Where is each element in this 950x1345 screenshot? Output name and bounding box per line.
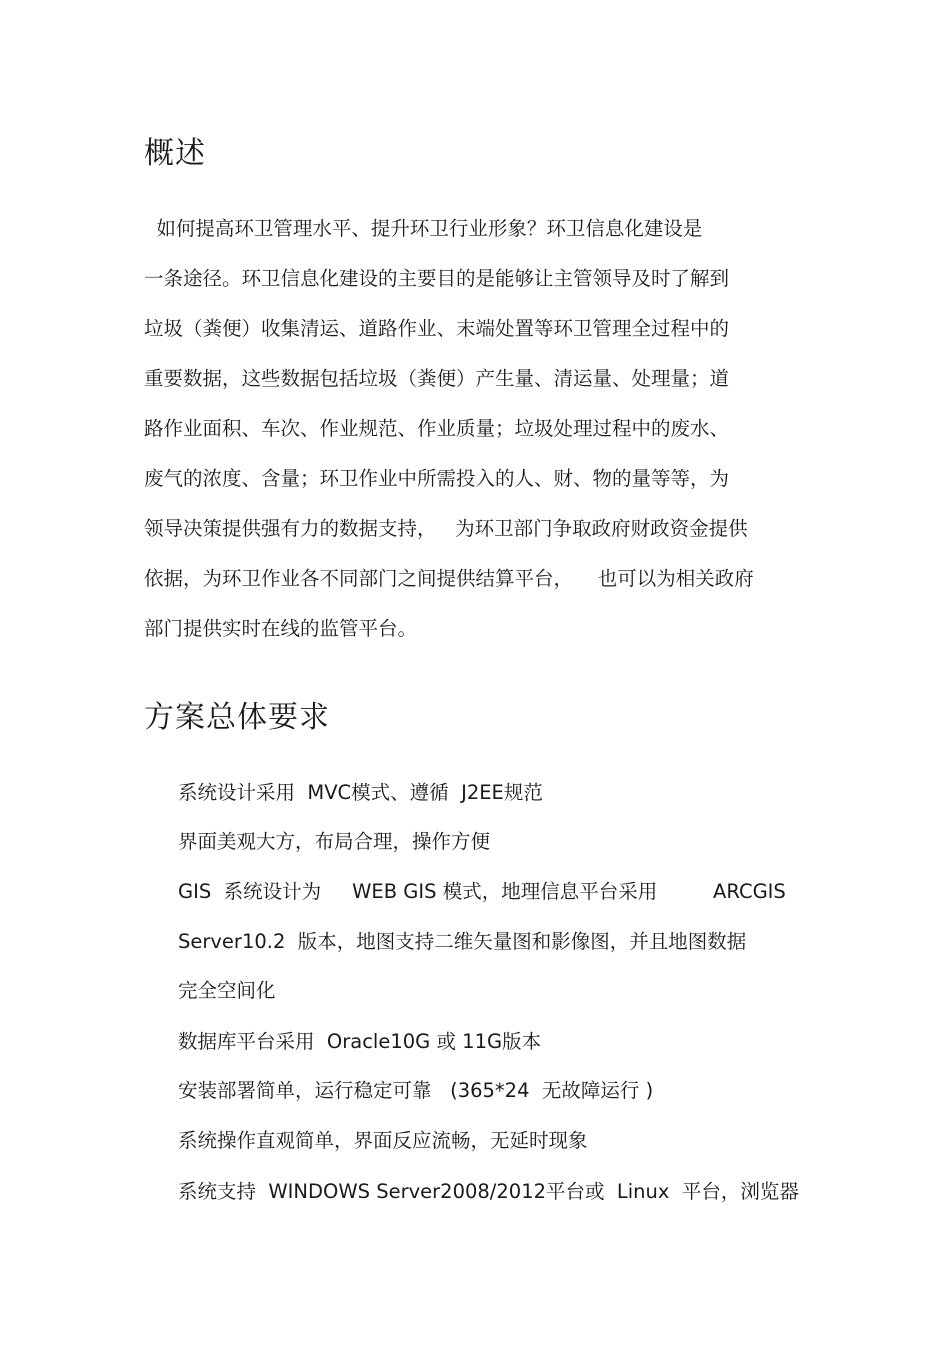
- paragraph-line: 重要数据，这些数据包括垃圾（粪便）产生量、清运量、处理量；道: [144, 367, 730, 390]
- paragraph-line: 部门提供实时在线的监管平台。: [144, 617, 418, 640]
- requirement-item: 界面美观大方，布局合理，操作方便: [178, 830, 491, 853]
- paragraph-line: 废气的浓度、含量；环卫作业中所需投入的人、财、物的量等等，为: [144, 467, 730, 490]
- requirement-item: 系统支持 WINDOWS Server2008/2012平台或 Linux 平台，浏览器: [178, 1180, 799, 1203]
- paragraph-line: 如何提高环卫管理水平、提升环卫行业形象？环卫信息化建设是: [144, 217, 703, 240]
- paragraph-line: 路作业面积、车次、作业规范、作业质量；垃圾处理过程中的废水、: [144, 417, 730, 440]
- requirement-item: 系统操作直观简单，界面反应流畅，无延时现象: [178, 1129, 588, 1152]
- requirement-item: 完全空间化: [178, 979, 276, 1002]
- requirement-item: GIS 系统设计为 WEB GIS 模式，地理信息平台采用 ARCGIS: [178, 880, 786, 903]
- paragraph-line: 一条途径。环卫信息化建设的主要目的是能够让主管领导及时了解到: [144, 267, 730, 290]
- paragraph-line: 垃圾（粪便）收集清运、道路作业、末端处置等环卫管理全过程中的: [144, 317, 730, 340]
- section-heading-overview: 概述: [144, 136, 206, 171]
- section-heading-requirements: 方案总体要求: [144, 700, 330, 735]
- requirement-item: 系统设计采用 MVC模式、遵循 J2EE规范: [178, 781, 543, 804]
- requirement-item: Server10.2 版本，地图支持二维矢量图和影像图，并且地图数据: [178, 930, 747, 953]
- paragraph-line: 领导决策提供强有力的数据支持， 为环卫部门争取政府财政资金提供: [144, 517, 748, 540]
- requirement-item: 安装部署简单，运行稳定可靠 (365*24 无故障运行 ): [178, 1079, 654, 1102]
- requirement-item: 数据库平台采用 Oracle10G 或 11G版本: [178, 1030, 542, 1053]
- paragraph-line: 依据，为环卫作业各不同部门之间提供结算平台， 也可以为相关政府: [144, 567, 754, 590]
